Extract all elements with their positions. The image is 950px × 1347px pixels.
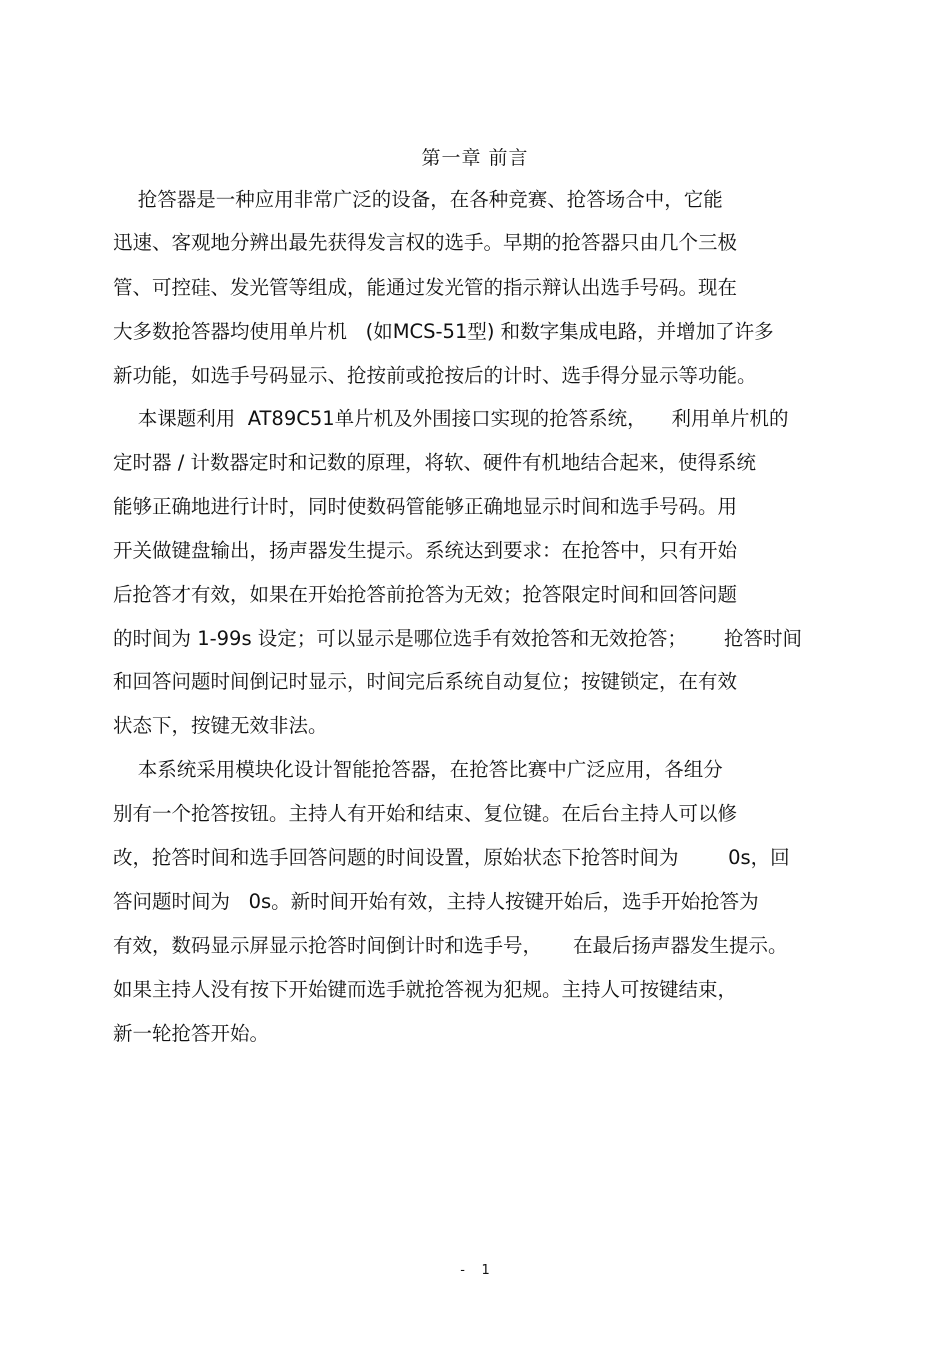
body-line: 新功能，如选手号码显示、抢按前或抢按后的计时、选手得分显示等功能。 bbox=[113, 364, 757, 387]
body-line: 改，抢答时间和选手回答问题的时间设置，原始状态下抢答时间为 0s，回 bbox=[113, 846, 790, 869]
body-line: 后抢答才有效，如果在开始抢答前抢答为无效；抢答限定时间和回答问题 bbox=[113, 583, 738, 606]
body-line: 迅速、客观地分辨出最先获得发言权的选手。早期的抢答器只由几个三极 bbox=[113, 231, 738, 254]
body-line: 大多数抢答器均使用单片机 (如MCS-51型) 和数字集成电路，并增加了许多 bbox=[113, 320, 774, 343]
body-line: 答问题时间为 0s。新时间开始有效，主持人按键开始后，选手开始抢答为 bbox=[113, 890, 759, 913]
body-line: 能够正确地进行计时，同时使数码管能够正确地显示时间和选手号码。用 bbox=[113, 495, 738, 518]
body-line: 本系统采用模块化设计智能抢答器，在抢答比赛中广泛应用，各组分 bbox=[113, 758, 723, 781]
body-line: 本课题利用 AT89C51单片机及外围接口实现的抢答系统， 利用单片机的 bbox=[113, 407, 789, 430]
body-line: 的时间为 1-99s 设定；可以显示是哪位选手有效抢答和无效抢答； 抢答时间 bbox=[113, 627, 803, 650]
body-line: 和回答问题时间倒记时显示，时间完后系统自动复位；按键锁定，在有效 bbox=[113, 670, 738, 693]
body-line: 管、可控硅、发光管等组成，能通过发光管的指示辩认出选手号码。现在 bbox=[113, 276, 738, 299]
body-line: 别有一个抢答按钮。主持人有开始和结束、复位键。在后台主持人可以修 bbox=[113, 802, 738, 825]
body-line: 如果主持人没有按下开始键而选手就抢答视为犯规。主持人可按键结束， bbox=[113, 978, 738, 1001]
body-line: 开关做键盘输出，扬声器发生提示。系统达到要求：在抢答中，只有开始 bbox=[113, 539, 738, 562]
page-number: - 1 bbox=[460, 1263, 490, 1278]
body-line: 抢答器是一种应用非常广泛的设备，在各种竞赛、抢答场合中，它能 bbox=[113, 188, 723, 211]
body-line: 新一轮抢答开始。 bbox=[113, 1022, 270, 1045]
chapter-title: 第一章 前言 bbox=[421, 147, 529, 169]
body-line: 定时器 / 计数器定时和记数的原理，将软、硬件有机地结合起来，使得系统 bbox=[113, 451, 756, 474]
body-line: 状态下，按键无效非法。 bbox=[113, 714, 328, 737]
body-line: 有效，数码显示屏显示抢答时间倒计时和选手号， 在最后扬声器发生提示。 bbox=[113, 934, 788, 957]
